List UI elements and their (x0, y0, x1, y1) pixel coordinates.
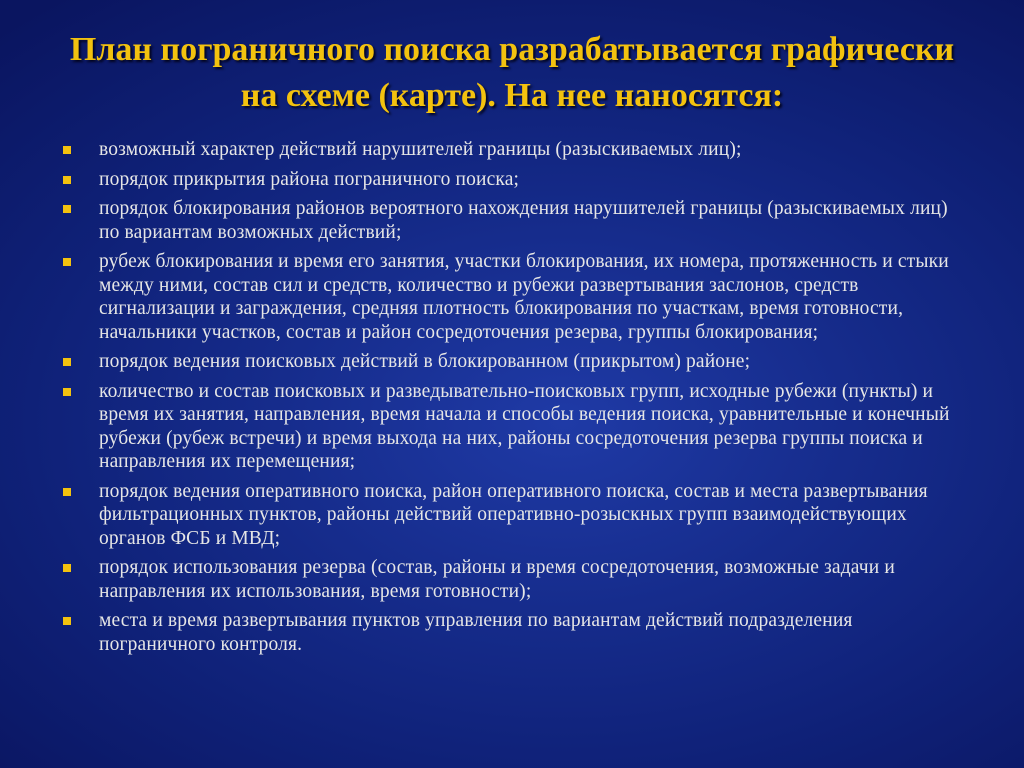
bullet-list (63, 138, 963, 662)
square-bullet-icon (63, 205, 71, 213)
square-bullet-icon (63, 358, 71, 366)
bullet-item (63, 480, 963, 551)
bullet-text: порядок прикрытия района пограничного поиска; (99, 168, 520, 190)
bullet-item (63, 168, 963, 192)
square-bullet-icon (63, 146, 71, 154)
bullet-text: порядок ведения оперативного поиска, район оперативного поиска, состав и места развертывания фильтрационных пунктов, районы действий оперативно-розыскных групп взаимодействующих органов ФСБ и МВД; (99, 480, 928, 549)
bullet-item (63, 197, 963, 244)
bullet-text: возможный характер действий нарушителей границы (разыскиваемых лиц); (99, 139, 742, 160)
bullet-item (63, 350, 963, 374)
bullet-text: порядок использования резерва (состав, районы и время сосредоточения, возможные задачи и направления их использования, время готовности); (99, 557, 895, 602)
square-bullet-icon (63, 388, 71, 396)
square-bullet-icon (63, 258, 71, 266)
bullet-text: порядок блокирования районов вероятного нахождения нарушителей границы (разыскиваемых лиц) по вариантам возможных действий; (99, 198, 948, 243)
bullet-item (63, 138, 963, 162)
bullet-text: количество и состав поисковых и разведывательно-поисковых групп, исходные рубежи (пункты) и время их занятия, направления, время начала и способы ведения поиска, уравнительные и конечный рубежи (рубеж встречи) и время выхода на них, районы сосредоточения резерва группы поиска и направления их перемещения; (99, 380, 950, 472)
square-bullet-icon (63, 176, 71, 184)
square-bullet-icon (63, 488, 71, 496)
bullet-item (63, 250, 963, 344)
square-bullet-icon (63, 617, 71, 625)
bullet-text: места и время развертывания пунктов управления по вариантам действий подразделения пограничного контроля. (99, 610, 853, 655)
bullet-item (63, 380, 963, 474)
square-bullet-icon (63, 564, 71, 572)
bullet-text: порядок ведения поисковых действий в блокированном (прикрытом) районе; (99, 351, 751, 372)
bullet-text: рубеж блокирования и время его занятия, участки блокирования, их номера, протяженность и стыки между ними, состав сил и средств, количество и рубежи развертывания заслонов, средств сигнализации и заграждения, средняя плотность блокирования по участкам, время готовности, начальники участков, состав и район сосредоточения резерва, группы блокирования; (99, 251, 949, 343)
bullet-item (63, 609, 963, 656)
bullet-item (63, 556, 963, 603)
slide-title: План пограничного поиска разрабатывается графически на схеме (карте). На нее наносятся: (69, 31, 955, 114)
